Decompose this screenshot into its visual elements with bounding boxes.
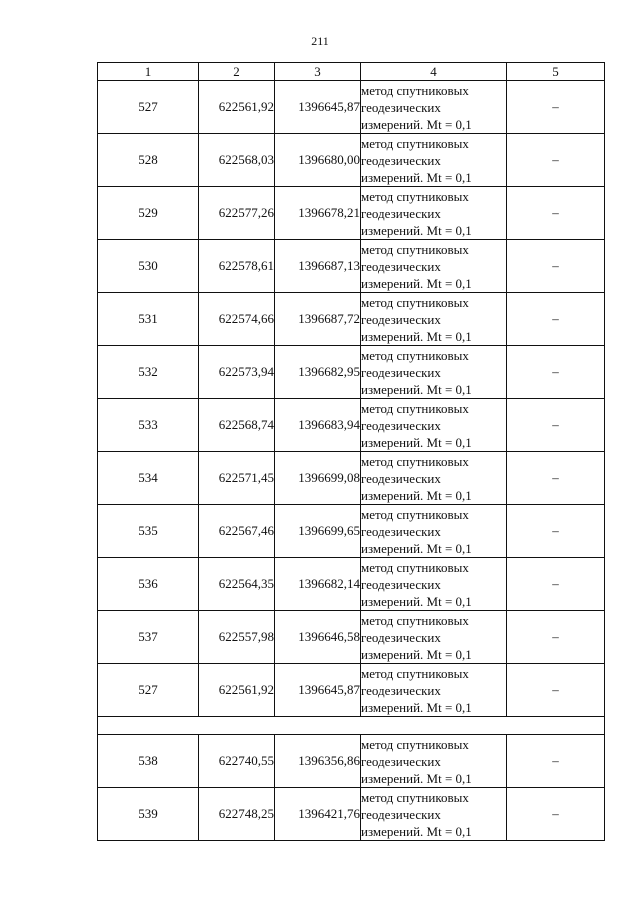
coordinate-x: 622578,61	[199, 240, 275, 293]
coordinate-y: 1396421,76	[275, 788, 361, 841]
method-line: геодезических	[361, 205, 441, 221]
coordinate-x: 622577,26	[199, 187, 275, 240]
coordinate-x: 622557,98	[199, 611, 275, 664]
header-col-3: 3	[275, 63, 361, 81]
method-description	[361, 505, 507, 558]
method-description	[361, 134, 507, 187]
method-line: метод спутниковых	[361, 347, 469, 363]
method-line: измерений. Mt = 0,1	[361, 487, 472, 503]
table-row	[98, 505, 605, 558]
coordinate-y: 1396687,13	[275, 240, 361, 293]
method-description	[361, 81, 507, 134]
coordinate-y: 1396680,00	[275, 134, 361, 187]
method-line: геодезических	[361, 576, 441, 592]
point-number: 531	[98, 293, 199, 346]
method-line: геодезических	[361, 470, 441, 486]
note-dash: –	[507, 664, 605, 717]
method-description	[361, 293, 507, 346]
method-line: геодезических	[361, 629, 441, 645]
table-row	[98, 134, 605, 187]
method-line: геодезических	[361, 523, 441, 539]
section-separator-row	[98, 717, 605, 735]
separator-cell	[361, 717, 507, 735]
coordinate-x: 622573,94	[199, 346, 275, 399]
point-number: 532	[98, 346, 199, 399]
point-number: 539	[98, 788, 199, 841]
note-dash: –	[507, 558, 605, 611]
method-line: геодезических	[361, 417, 441, 433]
coordinate-x: 622564,35	[199, 558, 275, 611]
method-description	[361, 240, 507, 293]
header-col-2: 2	[199, 63, 275, 81]
method-line: измерений. Mt = 0,1	[361, 116, 472, 132]
point-number: 538	[98, 735, 199, 788]
method-line: геодезических	[361, 311, 441, 327]
coordinate-y: 1396646,58	[275, 611, 361, 664]
header-row	[98, 63, 605, 81]
method-line: метод спутниковых	[361, 188, 469, 204]
note-dash: –	[507, 346, 605, 399]
note-dash: –	[507, 81, 605, 134]
method-line: геодезических	[361, 99, 441, 115]
method-description	[361, 187, 507, 240]
method-line: геодезических	[361, 806, 441, 822]
note-dash: –	[507, 134, 605, 187]
method-line: метод спутниковых	[361, 665, 469, 681]
table-row	[98, 452, 605, 505]
table-row	[98, 81, 605, 134]
coordinate-x: 622740,55	[199, 735, 275, 788]
method-line: измерений. Mt = 0,1	[361, 823, 472, 839]
table-row	[98, 735, 605, 788]
method-description	[361, 611, 507, 664]
coordinate-x: 622561,92	[199, 81, 275, 134]
method-line: измерений. Mt = 0,1	[361, 699, 472, 715]
coordinate-x: 622748,25	[199, 788, 275, 841]
method-line: метод спутниковых	[361, 612, 469, 628]
method-description	[361, 452, 507, 505]
separator-cell	[275, 717, 361, 735]
point-number: 533	[98, 399, 199, 452]
coordinate-y: 1396699,65	[275, 505, 361, 558]
point-number: 537	[98, 611, 199, 664]
separator-cell	[507, 717, 605, 735]
table-row	[98, 558, 605, 611]
method-line: метод спутниковых	[361, 82, 469, 98]
note-dash: –	[507, 187, 605, 240]
table-row	[98, 664, 605, 717]
point-number: 536	[98, 558, 199, 611]
method-line: измерений. Mt = 0,1	[361, 434, 472, 450]
separator-cell	[199, 717, 275, 735]
note-dash: –	[507, 505, 605, 558]
page-number: 211	[311, 34, 329, 48]
table-row	[98, 611, 605, 664]
note-dash: –	[507, 788, 605, 841]
method-line: метод спутниковых	[361, 789, 469, 805]
method-description	[361, 399, 507, 452]
coordinate-y: 1396645,87	[275, 664, 361, 717]
coordinate-x: 622567,46	[199, 505, 275, 558]
method-line: метод спутниковых	[361, 506, 469, 522]
method-line: измерений. Mt = 0,1	[361, 275, 472, 291]
note-dash: –	[507, 240, 605, 293]
method-line: метод спутниковых	[361, 453, 469, 469]
method-description	[361, 346, 507, 399]
table-row	[98, 788, 605, 841]
coordinate-x: 622571,45	[199, 452, 275, 505]
method-line: метод спутниковых	[361, 135, 469, 151]
note-dash: –	[507, 452, 605, 505]
method-description	[361, 788, 507, 841]
point-number: 529	[98, 187, 199, 240]
point-number: 527	[98, 664, 199, 717]
point-number: 535	[98, 505, 199, 558]
coordinate-y: 1396645,87	[275, 81, 361, 134]
coordinate-y: 1396699,08	[275, 452, 361, 505]
method-line: измерений. Mt = 0,1	[361, 169, 472, 185]
note-dash: –	[507, 293, 605, 346]
method-line: измерений. Mt = 0,1	[361, 381, 472, 397]
method-line: метод спутниковых	[361, 559, 469, 575]
coordinate-x: 622568,03	[199, 134, 275, 187]
coordinates-table	[97, 62, 605, 841]
method-description	[361, 735, 507, 788]
point-number: 530	[98, 240, 199, 293]
method-line: измерений. Mt = 0,1	[361, 540, 472, 556]
method-line: геодезических	[361, 364, 441, 380]
method-line: геодезических	[361, 682, 441, 698]
table-row	[98, 187, 605, 240]
coordinate-y: 1396683,94	[275, 399, 361, 452]
note-dash: –	[507, 611, 605, 664]
method-line: метод спутниковых	[361, 400, 469, 416]
coordinate-y: 1396687,72	[275, 293, 361, 346]
point-number: 527	[98, 81, 199, 134]
method-line: метод спутниковых	[361, 241, 469, 257]
note-dash: –	[507, 399, 605, 452]
method-line: метод спутниковых	[361, 736, 469, 752]
coordinate-x: 622568,74	[199, 399, 275, 452]
method-description	[361, 664, 507, 717]
table-body	[98, 81, 605, 841]
separator-cell	[98, 717, 199, 735]
point-number: 534	[98, 452, 199, 505]
method-line: геодезических	[361, 152, 441, 168]
point-number: 528	[98, 134, 199, 187]
method-line: геодезических	[361, 753, 441, 769]
method-line: измерений. Mt = 0,1	[361, 646, 472, 662]
method-line: метод спутниковых	[361, 294, 469, 310]
method-line: измерений. Mt = 0,1	[361, 770, 472, 786]
coordinate-y: 1396682,14	[275, 558, 361, 611]
coordinate-x: 622561,92	[199, 664, 275, 717]
coordinate-x: 622574,66	[199, 293, 275, 346]
header-col-1: 1	[98, 63, 199, 81]
method-line: измерений. Mt = 0,1	[361, 328, 472, 344]
coordinate-y: 1396682,95	[275, 346, 361, 399]
table-row	[98, 346, 605, 399]
method-line: измерений. Mt = 0,1	[361, 593, 472, 609]
table-row	[98, 399, 605, 452]
coordinate-y: 1396356,86	[275, 735, 361, 788]
header-col-4: 4	[361, 63, 507, 81]
table-row	[98, 293, 605, 346]
method-line: измерений. Mt = 0,1	[361, 222, 472, 238]
note-dash: –	[507, 735, 605, 788]
method-description	[361, 558, 507, 611]
table-row	[98, 240, 605, 293]
method-line: геодезических	[361, 258, 441, 274]
header-col-5: 5	[507, 63, 605, 81]
coordinate-y: 1396678,21	[275, 187, 361, 240]
